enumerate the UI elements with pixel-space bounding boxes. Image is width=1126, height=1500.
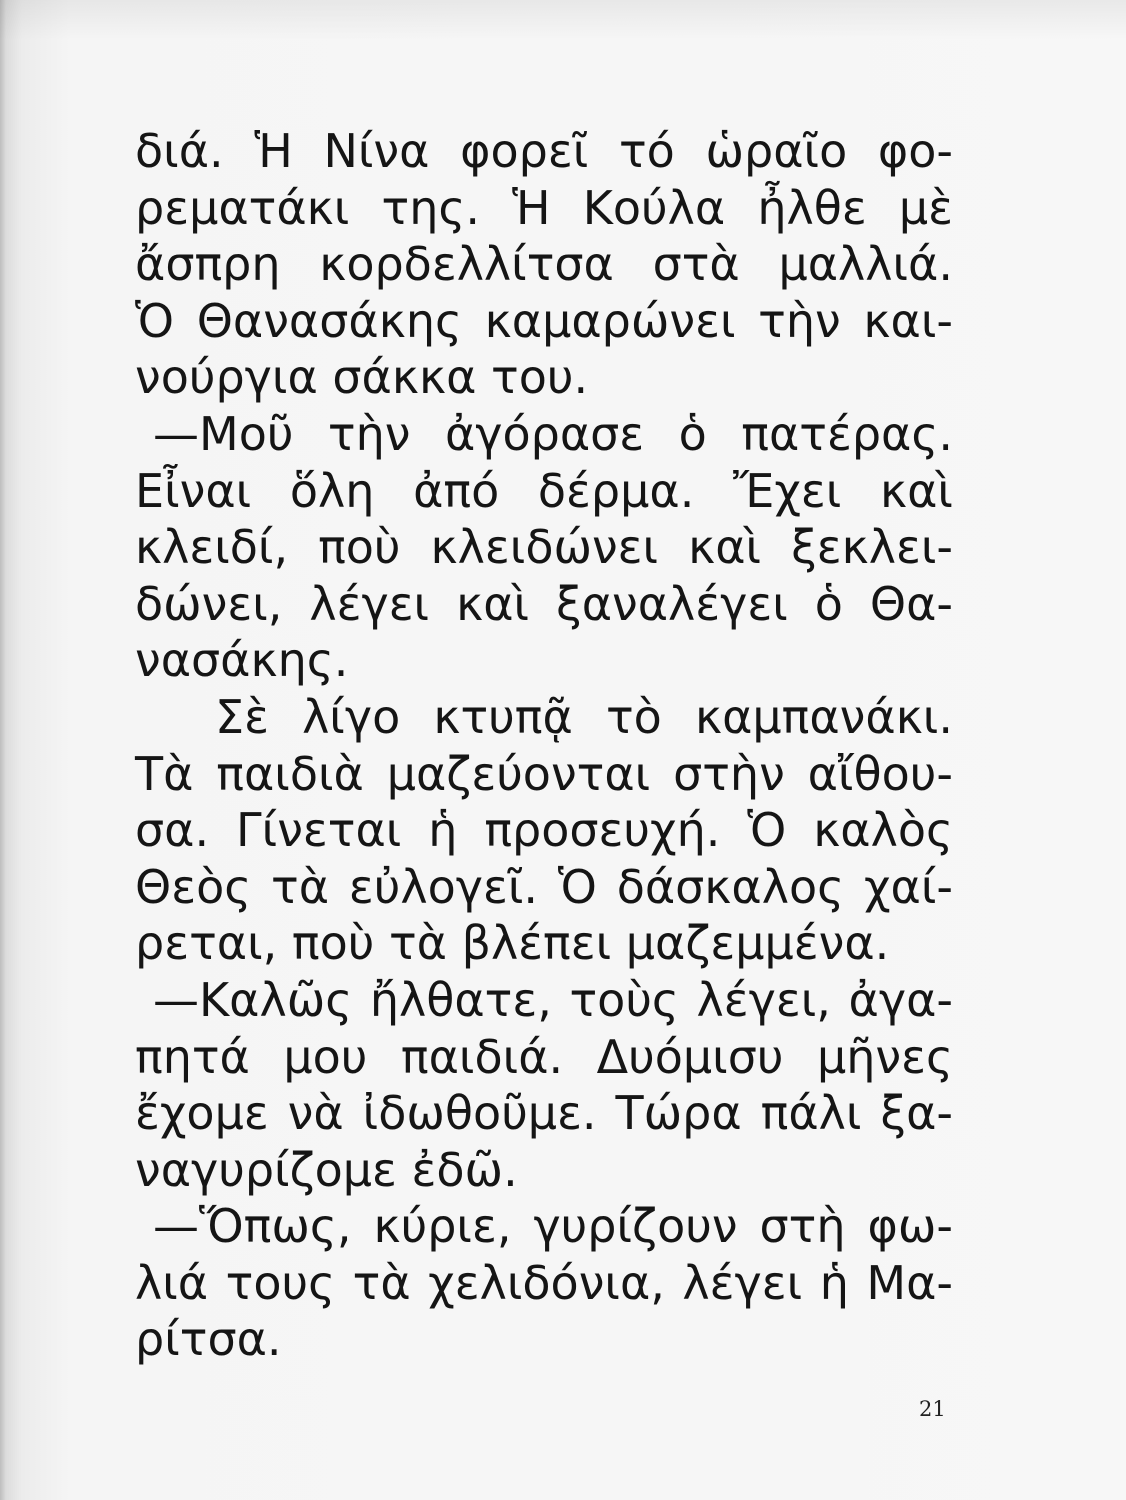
text-line: —Ὅπως, κύριε, γυρίζουν στὴ φω- [153,1199,953,1254]
text-line: διά. Ἡ Νίνα φορεῖ τό ὡραῖο φο- [135,124,953,178]
text-line: ρεματάκι της. Ἡ Κούλα ἦλθε μὲ [135,180,953,235]
text-line: λιά τους τὰ χελιδόνια, λέγει ἡ Μα- [135,1255,953,1310]
text-line: Εἶναι ὅλη ἀπό δέρμα. Ἔχει καὶ [135,463,953,518]
text-line: Ὁ Θανασάκης καμαρώνει τὴν και- [135,293,953,348]
text-line: ἔχομε νὰ ἰδωθοῦμε. Τώρα πάλι ξα- [135,1086,953,1141]
page-number: 21 [919,1397,946,1421]
text-line: ναγυρίζομε ἐδῶ. [135,1142,518,1197]
dialogue-paragraph [135,972,953,1198]
text-line: νούργια σάκκα του. [135,350,589,405]
text-line: Σὲ λίγο κτυπᾷ τὸ καμπανάκι. [215,689,953,744]
text-line: Θεὸς τὰ εὐλογεῖ. Ὁ δάσκαλος χαί- [135,859,953,914]
text-line: Τὰ παιδιὰ μαζεύονται στὴν αἴθου- [135,746,953,801]
text-line: —Καλῶς ἤλθατε, τοὺς λέγει, ἀγα- [153,972,953,1027]
text-line: ρεται, ποὺ τὰ βλέπει μαζεμμένα. [135,916,890,971]
text-line: πητά μου παιδιά. Δυόμισυ μῆνες [135,1029,953,1084]
text-line: δώνει, λέγει καὶ ξαναλέγει ὁ Θα- [135,576,953,631]
text-line: —Μοῦ τὴν ἀγόρασε ὁ πατέρας. [153,406,953,461]
dialogue-paragraph [135,406,953,689]
text-line: ρίτσα. [135,1312,282,1367]
text-line: σα. Γίνεται ἡ προσευχή. Ὁ καλὸς [135,803,953,858]
paragraph [135,689,953,972]
paragraph [135,123,953,406]
text-line: ἄσπρη κορδελλίτσα στὰ μαλλιά. [135,237,953,292]
dialogue-paragraph [135,1198,953,1368]
text-line: κλειδί, ποὺ κλειδώνει καὶ ξεκλει- [135,520,953,575]
text-line: νασάκης. [135,633,349,688]
body-text [135,123,953,1368]
